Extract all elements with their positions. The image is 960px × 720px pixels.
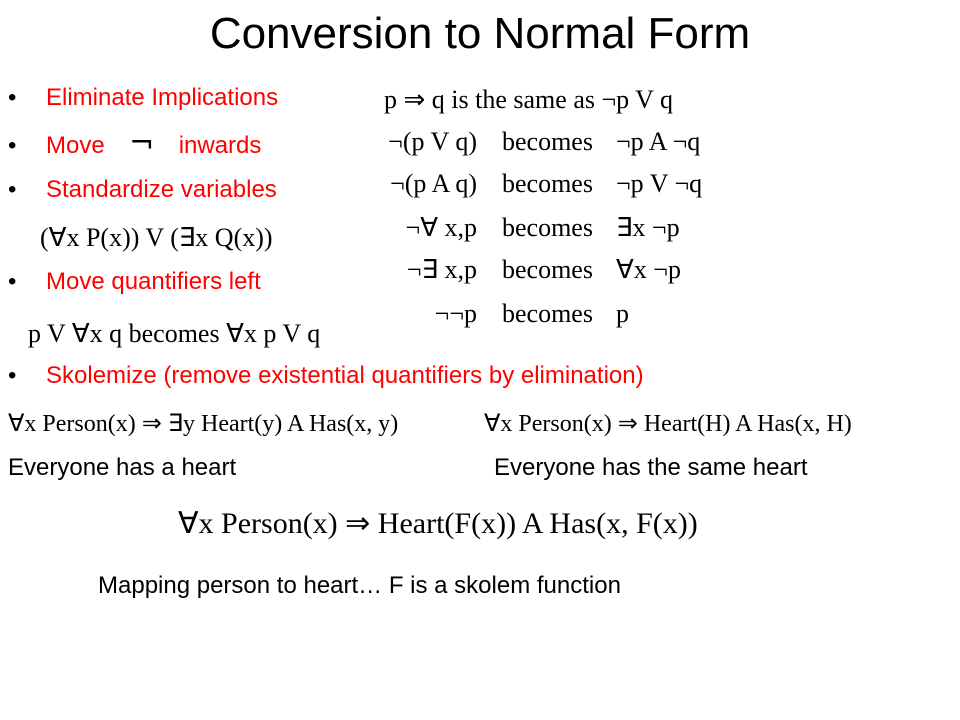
rule-1-mid: becomes	[502, 127, 593, 156]
rule-5-lhs: ¬¬p	[434, 299, 477, 328]
quantifier-left-example-formula: p V ∀x q becomes ∀x p V q	[28, 319, 321, 348]
bullet-move-inwards	[8, 128, 261, 162]
bullet-skolemize	[8, 360, 644, 392]
rule-5-mid: becomes	[502, 299, 593, 328]
negation-symbol: ¬	[129, 126, 155, 161]
bullet-dot	[8, 82, 46, 114]
bullet-move-quantifiers-left	[8, 266, 261, 298]
bullet-text-inwards: inwards	[178, 132, 262, 159]
slide-title: Conversion to Normal Form	[209, 9, 751, 58]
rule-4-lhs: ¬∃ x,p	[406, 255, 477, 284]
skolem-function-formula: ∀x Person(x) ⇒ Heart(F(x)) A Has(x, F(x))	[178, 507, 698, 540]
bullet-text-move: Move	[46, 132, 105, 159]
implication-formula: p ⇒ q is the same as ¬p V q	[384, 85, 673, 114]
rule-3-rhs: ∃x ¬p	[616, 213, 680, 242]
caption-everyone-has-heart: Everyone has a heart	[8, 454, 237, 481]
bullet-eliminate-implications	[8, 82, 278, 114]
bullet-text: Skolemize (remove existential quantifiers by elimination)	[46, 362, 644, 389]
rule-1-rhs: ¬p A ¬q	[616, 127, 701, 156]
rule-5-rhs: p	[616, 299, 629, 328]
bullet-text: Move quantifiers left	[46, 268, 261, 295]
rule-3-lhs: ¬∀ x,p	[405, 213, 477, 242]
rule-3-mid: becomes	[502, 213, 593, 242]
bullet-dot	[8, 130, 46, 162]
rule-4-mid: becomes	[502, 255, 593, 284]
caption-same-heart: Everyone has the same heart	[494, 454, 808, 481]
bullet-dot	[8, 360, 46, 392]
rule-2-lhs: ¬(p A q)	[390, 169, 477, 198]
bullet-text: Eliminate Implications	[46, 84, 279, 111]
same-heart-formula: ∀x Person(x) ⇒ Heart(H) A Has(x, H)	[484, 411, 852, 437]
caption-skolem-function: Mapping person to heart… F is a skolem function	[98, 572, 621, 599]
rule-2-rhs: ¬p V ¬q	[616, 169, 703, 198]
bullet-dot	[8, 174, 46, 206]
standardize-example-formula: (∀x P(x)) V (∃x Q(x))	[40, 223, 273, 252]
rule-1-lhs: ¬(p V q)	[388, 127, 477, 156]
bullet-dot	[8, 266, 46, 298]
bullet-text: Standardize variables	[46, 176, 277, 203]
bullet-standardize-variables	[8, 174, 277, 206]
rule-2-mid: becomes	[502, 169, 593, 198]
rule-4-rhs: ∀x ¬p	[616, 255, 681, 284]
everyone-has-heart-formula: ∀x Person(x) ⇒ ∃y Heart(y) A Has(x, y)	[8, 411, 399, 437]
